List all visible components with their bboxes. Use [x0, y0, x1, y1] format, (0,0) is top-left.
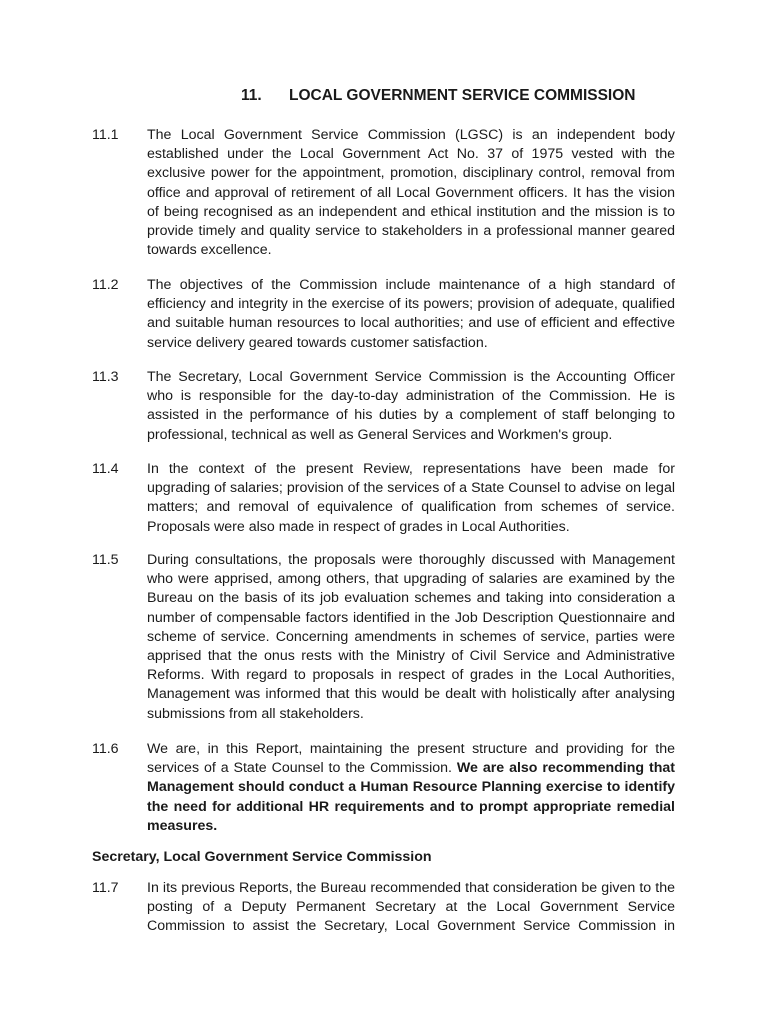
paragraph-text: In its previous Reports, the Bureau recommended that consideration be given to the posting of a Deputy Permanent Secretary at the Local Government Service Commission to assist the Secretary, Local Government Service Commission in [147, 880, 675, 935]
paragraph-11-5 [92, 551, 675, 724]
paragraph-11-2 [92, 276, 675, 353]
paragraph-11-4 [92, 460, 675, 537]
paragraph-11-3 [92, 368, 675, 445]
paragraph-number: 11.1 [92, 127, 119, 143]
paragraph-number: 11.6 [92, 741, 119, 757]
paragraph-number: 11.4 [92, 461, 119, 477]
paragraph-plain-text: We are, in this Report, maintaining the present structure and providing for the services of a State Counsel to the Commission. [147, 741, 675, 777]
paragraph-text: The Secretary, Local Government Service Commission is the Accounting Officer who is responsible for the day-to-day administration of the Commission. He is assisted in the performance of his duties by a complement of staff belonging to professional, technical as well as General Services and Workmen's group. [147, 369, 675, 443]
chapter-number: 11. [241, 87, 262, 104]
paragraph-11-7 [92, 879, 675, 937]
paragraph-text: In the context of the present Review, representations have been made for upgrading of salaries; provision of the services of a State Counsel to advise on legal matters; and removal of equivalence of qualification from schemes of service. Proposals were also made in respect of grades in Local Authorities. [147, 461, 675, 535]
paragraph-11-6 [92, 740, 675, 836]
recommendation-text: We are also recommending that Management should conduct a Human Resource Planning exercise to identify the need for additional HR requirements and to prompt appropriate remedial measures. [147, 760, 676, 834]
paragraph-text: The objectives of the Commission include maintenance of a high standard of efficiency and integrity in the exercise of its powers; provision of adequate, qualified and suitable human resources to local authorities; and use of efficient and effective service delivery geared towards customer satisfaction. [147, 277, 675, 351]
paragraph-text: During consultations, the proposals were thoroughly discussed with Management who were apprised, among others, that upgrading of salaries are examined by the Bureau on the basis of its job evaluation schemes and taking into consideration a number of compensable factors identified in the Job Description Questionnaire and scheme of service. Concerning amendments in schemes of service, parties were apprised that the onus rests with the Ministry of Civil Service and Administrative Reforms. With regard to proposals in respect of grades in the Local Authorities, Management was informed that this would be dealt with holistically after analysing submissions from all stakeholders. [147, 552, 675, 722]
paragraph-number: 11.7 [92, 880, 119, 896]
paragraph-number: 11.5 [92, 552, 119, 568]
paragraph-text: The Local Government Service Commission (LGSC) is an independent body established under the Local Government Act No. 37 of 1975 vested with the exclusive power for the appointment, promotion, disciplinary control, removal from office and approval of retirement of all Local Government officers. It has the vision of being recognised as an independent and ethical institution and the mission is to provide timely and quality service to stakeholders in a professional manner geared towards excellence. [147, 127, 675, 259]
paragraph-number: 11.2 [92, 277, 119, 293]
section-subheading: Secretary, Local Government Service Commission [92, 849, 432, 865]
paragraph-number: 11.3 [92, 369, 119, 385]
paragraph-text [147, 740, 675, 836]
paragraph-11-1 [92, 126, 675, 260]
chapter-title: LOCAL GOVERNMENT SERVICE COMMISSION [289, 87, 636, 104]
